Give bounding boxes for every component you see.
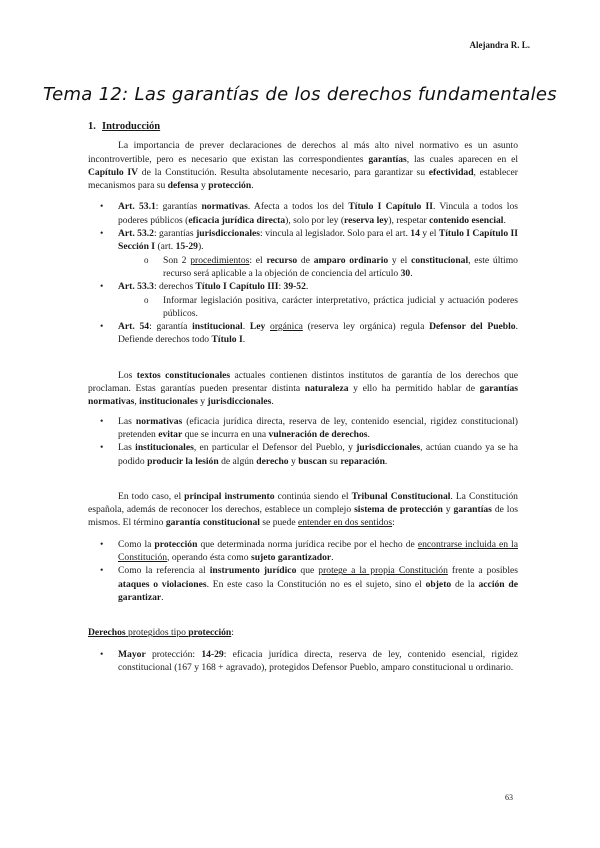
list-item: o Son 2 procedimientos: el recurso de amparo ordinario y el constitucional, este último recurso será aplicable a la objeción de conciencia del artículo 30. bbox=[118, 254, 518, 281]
paragraph: Los textos constitucionales actuales contienen distintos institutos de garantía de los derechos que proclaman. Estas garantías pueden presentar distinta naturaleza y ello ha permitido hablar de garantías normativas, institucionales y jurisdiccionales. bbox=[88, 369, 519, 408]
articles-list bbox=[88, 200, 518, 346]
author-name: Alejandra R. L. bbox=[469, 40, 530, 50]
list-item: • Las institucionales, en particular el Defensor del Pueblo, y jurisdiccionales, actúan cuando ya se ha podido producir la lesión de algún derecho y buscan su reparación. bbox=[88, 441, 518, 468]
sublist bbox=[118, 294, 518, 321]
page-title: Tema 12: Las garantías de los derechos fundamentales bbox=[43, 84, 557, 105]
list-item: • Como la referencia al instrumento jurídico que protege a la propia Constitución frente a posibles ataques o violaciones. En este caso la Constitución no es el sujeto, sino el objeto de la acción de garantizar. bbox=[88, 564, 518, 604]
section-title: Introducción bbox=[102, 121, 161, 132]
subheading: Derechos protegidos tipo protección: bbox=[88, 627, 234, 639]
section-heading bbox=[88, 120, 518, 133]
meanings-list bbox=[88, 538, 518, 604]
list-item: • Art. 53.3: derechos Título I Capítulo III: 39-52. o Informar legislación positiva, carácter interpretativo, práctica judicial y actuación poderes públicos. bbox=[88, 280, 518, 320]
list-item: • Art. 53.2: garantías jurisdiccionales: vincula al legislador. Solo para el art. 14 y el Título I Capítulo II Sección I (art. 15-29). o Son 2 procedimientos: el recurso de amparo ordinario y el constitucional, este último recurso será aplicable a la objeción de conciencia del artículo 30. bbox=[88, 227, 518, 280]
protection-list bbox=[88, 648, 518, 675]
section-number: 1. bbox=[88, 121, 96, 132]
list-item: • Art. 54: garantía institucional. Ley orgánica (reserva ley orgánica) regula Defensor del Pueblo. Defiende derechos todo Título I. bbox=[88, 320, 518, 347]
intro-paragraph: La importancia de prever declaraciones de derechos al más alto nivel normativo es un asunto incontrovertible, pero es necesario que existan las correspondientes garantías, las cuales aparecen en el Capítulo IV de la Constitución. Resulta absolutamente necesario, para garantizar su efectividad, establecer mecanismos para su defensa y protección. bbox=[88, 140, 519, 192]
list-item: • Art. 53.1: garantías normativas. Afecta a todos los del Título I Capítulo II. Vincula a todos los poderes públicos (eficacia jurídica directa), solo por ley (reserva ley), respetar contenido esencial. bbox=[88, 200, 518, 227]
sublist bbox=[118, 254, 518, 281]
list-item: • Mayor protección: 14-29: eficacia jurídica directa, reserva de ley, contenido esencial, rigidez constitucional (167 y 168 + agravado), protegidos Defensor Pueblo, amparo constitucional u ordinario. bbox=[88, 648, 518, 675]
section-body bbox=[88, 120, 518, 674]
list-item: • Las normativas (eficacia jurídica directa, reserva de ley, contenido esencial, rigidez constitucional) pretenden evitar que se incurra en una vulneración de derechos. bbox=[88, 415, 518, 442]
list-item: o Informar legislación positiva, carácter interpretativo, práctica judicial y actuación poderes públicos. bbox=[118, 294, 518, 321]
paragraph: En todo caso, el principal instrumento continúa siendo el Tribunal Constitucional. La Constitución española, además de reconocer los derechos, establece un complejo sistema de protección y garantías de los mismos. El término garantía constitucional se puede entender en dos sentidos: bbox=[88, 490, 519, 529]
list-item: • Como la protección que determinada norma jurídica recibe por el hecho de encontrarse incluida en la Constitución, operando ésta como sujeto garantizador. bbox=[88, 538, 518, 565]
page-number: 63 bbox=[505, 793, 513, 802]
guarantees-list bbox=[88, 415, 518, 468]
